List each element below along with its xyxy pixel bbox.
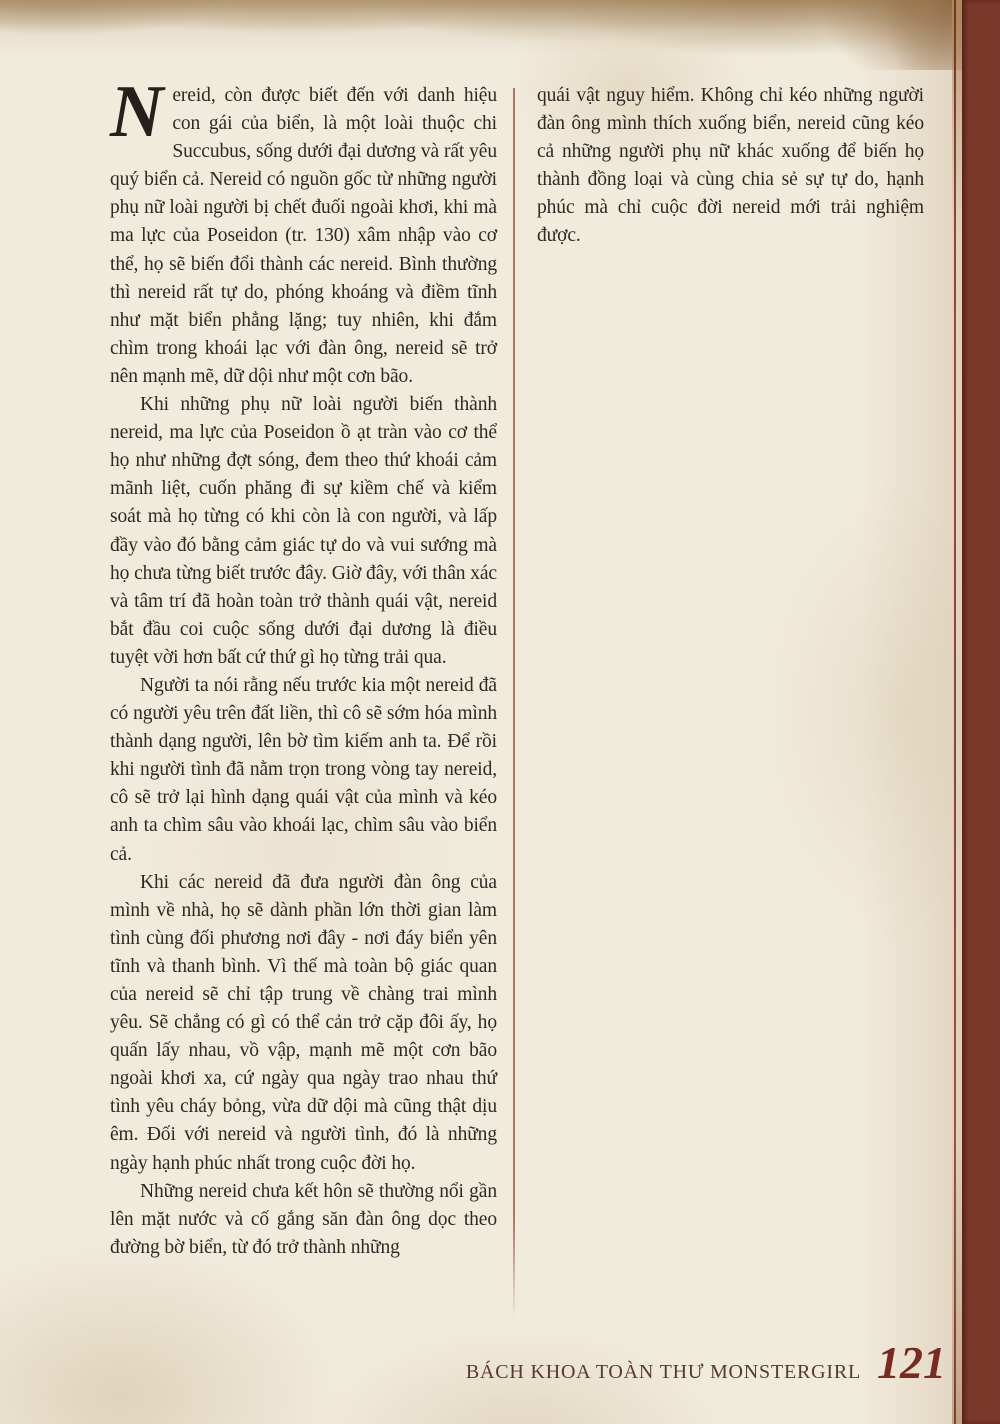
- paragraph-opening: [110, 71, 497, 391]
- page-footer: [465, 1337, 946, 1400]
- book-title: BÁCH KHOA TOÀN THƯ MONSTERGIRL: [465, 1361, 861, 1383]
- paragraph: Khi những phụ nữ loài người biến thành nereid, ma lực của Poseidon ồ ạt tràn vào cơ thể họ như những đợt sóng, đem theo thứ khoái cảm mãnh liệt, cuốn phăng đi sự kiềm chế và kiểm soát mà họ từng có khi còn là con người, và lấp đầy vào đó bằng cảm giác tự do và vui sướng mà họ chưa từng biết trước đây. Giờ đây, với thân xác và tâm trí đã hoàn toàn trở thành quái vật, nereid bắt đầu coi cuộc sống dưới đại dương là điều tuyệt vời hơn bất cứ thứ gì họ từng trải qua.: [110, 394, 497, 668]
- right-edge-gutter: [952, 0, 962, 1424]
- paragraph: Người ta nói rằng nếu trước kia một nereid đã có người yêu trên đất liền, thì cô sẽ sớm hóa mình thành dạng người, lên bờ tìm kiếm anh ta. Để rồi khi người tình đã nằm trọn trong vòng tay nereid, cô sẽ trở lại hình dạng quái vật của mình và kéo anh ta chìm sâu vào khoái lạc, chìm sâu vào biển cả.: [110, 674, 497, 865]
- page-number: 121: [877, 1337, 946, 1388]
- paragraph: Những nereid chưa kết hôn sẽ thường nổi gần lên mặt nước và cố gắng săn đàn ông dọc theo đường bờ biển, từ đó trở thành những: [110, 1180, 497, 1258]
- right-margin-rule-line: [954, 0, 956, 1424]
- column-divider-line: [513, 88, 515, 1320]
- top-paper-edge-texture: [0, 0, 1000, 70]
- drop-cap-letter: N: [110, 71, 164, 153]
- paragraph-continuation: quái vật nguy hiểm. Không chỉ kéo những người đàn ông mình thích xuống biển, nereid cũng kéo cả những người phụ nữ khác xuống để biến họ thành đồng loại và cùng chia sẻ sự tự do, hạnh phúc mà chỉ cuộc đời nereid mới trải nghiệm được.: [537, 85, 924, 247]
- right-border-band: [962, 0, 1000, 1424]
- paragraph: Khi các nereid đã đưa người đàn ông của mình về nhà, họ sẽ dành phần lớn thời gian làm tình cùng đối phương nơi đây - nơi đáy biển yên tĩnh và thanh bình. Vì thế mà toàn bộ giác quan của nereid sẽ chỉ tập trung về chàng trai mình yêu. Sẽ chẳng có gì có thể cản trở cặp đôi ấy, họ quấn lấy nhau, vồ vập, mạnh mẽ một cơn bão ngoài khơi xa, cứ ngày qua ngày trao nhau thứ tình yêu cháy bỏng, vừa dữ dội mà cũng thật dịu êm. Đối với nereid và người tình, đó là những ngày hạnh phúc nhất trong cuộc đời họ.: [110, 871, 497, 1174]
- text-column-right: [537, 82, 924, 251]
- text-column-left: [110, 71, 497, 1262]
- paragraph-opening-text: ereid, còn được biết đến với danh hiệu con gái của biển, là một loài thuộc chi Succubus, sống dưới đại dương và rất yêu quý biển cả. Nereid có nguồn gốc từ những người phụ nữ loài người bị chết đuối ngoài khơi, khi mà ma lực của Poseidon (tr. 130) xâm nhập vào cơ thể, họ sẽ biến đổi thành các nereid. Bình thường thì nereid rất tự do, phóng khoáng và điềm tĩnh như mặt biển phẳng lặng; tuy nhiên, khi đắm chìm trong khoái lạc với đàn ông, nereid sẽ trở nên mạnh mẽ, dữ dội như một cơn bão.: [110, 85, 497, 387]
